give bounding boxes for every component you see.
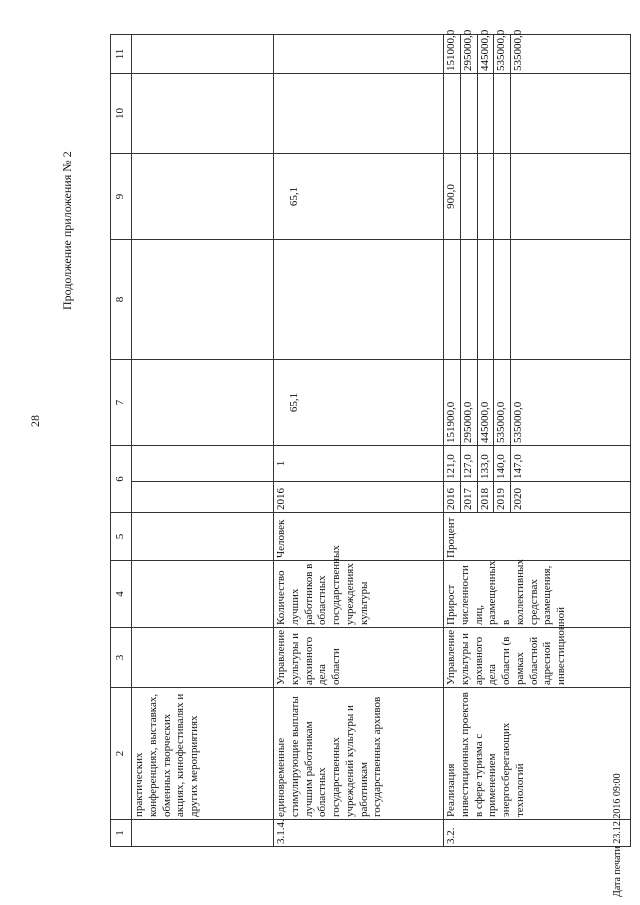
year-cell: 2018 [477, 482, 494, 513]
row-value: 1 [274, 446, 444, 482]
value-cell: 133,0 [477, 446, 494, 482]
table-row-3-2 [444, 35, 461, 847]
appendix-caption: Продолжение приложения № 2 [60, 151, 74, 310]
col-num-9: 9 [111, 154, 132, 240]
value-cell: 147,0 [511, 446, 631, 482]
col9-cell [511, 154, 631, 240]
col-num-1: 1 [111, 820, 132, 847]
total-cell: 535000,0 [511, 360, 631, 446]
value-cell: 121,0 [444, 446, 461, 482]
row-unit: Процент [444, 513, 631, 561]
col9-cell: 900,0 [444, 154, 461, 240]
row-indicator: Количество лучших работников в областных государственных учреждениях культуры [274, 561, 444, 628]
col11-cell: 445000,0 [477, 35, 494, 74]
print-date: Дата печати 23.12.2016 09:00 [612, 773, 623, 897]
row-unit: Человек [274, 513, 444, 561]
col11-cell: 295000,0 [460, 35, 477, 74]
col-num-7: 7 [111, 360, 132, 446]
value-cell: 140,0 [494, 446, 511, 482]
total-cell: 295000,0 [460, 360, 477, 446]
total-cell: 151900,0 [444, 360, 461, 446]
column-number-row [111, 35, 132, 847]
row-total: 65,1 [274, 360, 444, 446]
cont-name-cell: практических конференциях, выставках, обменных творческих акциях, кинофестивалях и других мероприятиях [132, 688, 274, 820]
col11-cell: 535000,0 [511, 35, 631, 74]
year-cell: 2019 [494, 482, 511, 513]
table-row-continuation [132, 35, 274, 847]
row-executor: Управление культуры и архивного дела области (в рамках областной адресной инвестиционной [444, 628, 631, 688]
col9-cell [494, 154, 511, 240]
col-num-5: 5 [111, 513, 132, 561]
row-year: 2016 [274, 482, 444, 513]
col9-cell [477, 154, 494, 240]
row-number: 3.2. [444, 820, 631, 847]
program-table [110, 29, 631, 847]
col-num-8: 8 [111, 240, 132, 360]
col-num-4: 4 [111, 561, 132, 628]
year-cell: 2017 [460, 482, 477, 513]
page-number: 28 [28, 415, 42, 427]
col-num-3: 3 [111, 628, 132, 688]
col-num-10: 10 [111, 74, 132, 154]
col-num-11: 11 [111, 35, 132, 74]
year-cell: 2016 [444, 482, 461, 513]
col-num-6: 6 [111, 446, 132, 513]
total-cell: 535000,0 [494, 360, 511, 446]
total-cell: 445000,0 [477, 360, 494, 446]
row-indicator: Прирост численности лиц, размещенных в коллективных средствах размещения, [444, 561, 631, 628]
row-number: 3.1.4. [274, 820, 444, 847]
year-cell: 2020 [511, 482, 631, 513]
value-cell: 127,0 [460, 446, 477, 482]
col11-cell: 535000,0 [494, 35, 511, 74]
row-executor: Управление культуры и архивного дела области [274, 628, 444, 688]
col-num-2: 2 [111, 688, 132, 820]
col9-cell [460, 154, 477, 240]
row-name: единовременные стимулирующие выплаты лучшим работникам областных государственных учреждений культуры и работникам государственных архивов [274, 688, 444, 820]
table-row-3-1-4 [274, 35, 444, 847]
row-name: Реализация инвестиционных проектов в сфере туризма с применением энергосберегающих технологий [444, 688, 631, 820]
row-col9: 65,1 [274, 154, 444, 240]
col11-cell: 151000,0 [444, 35, 461, 74]
